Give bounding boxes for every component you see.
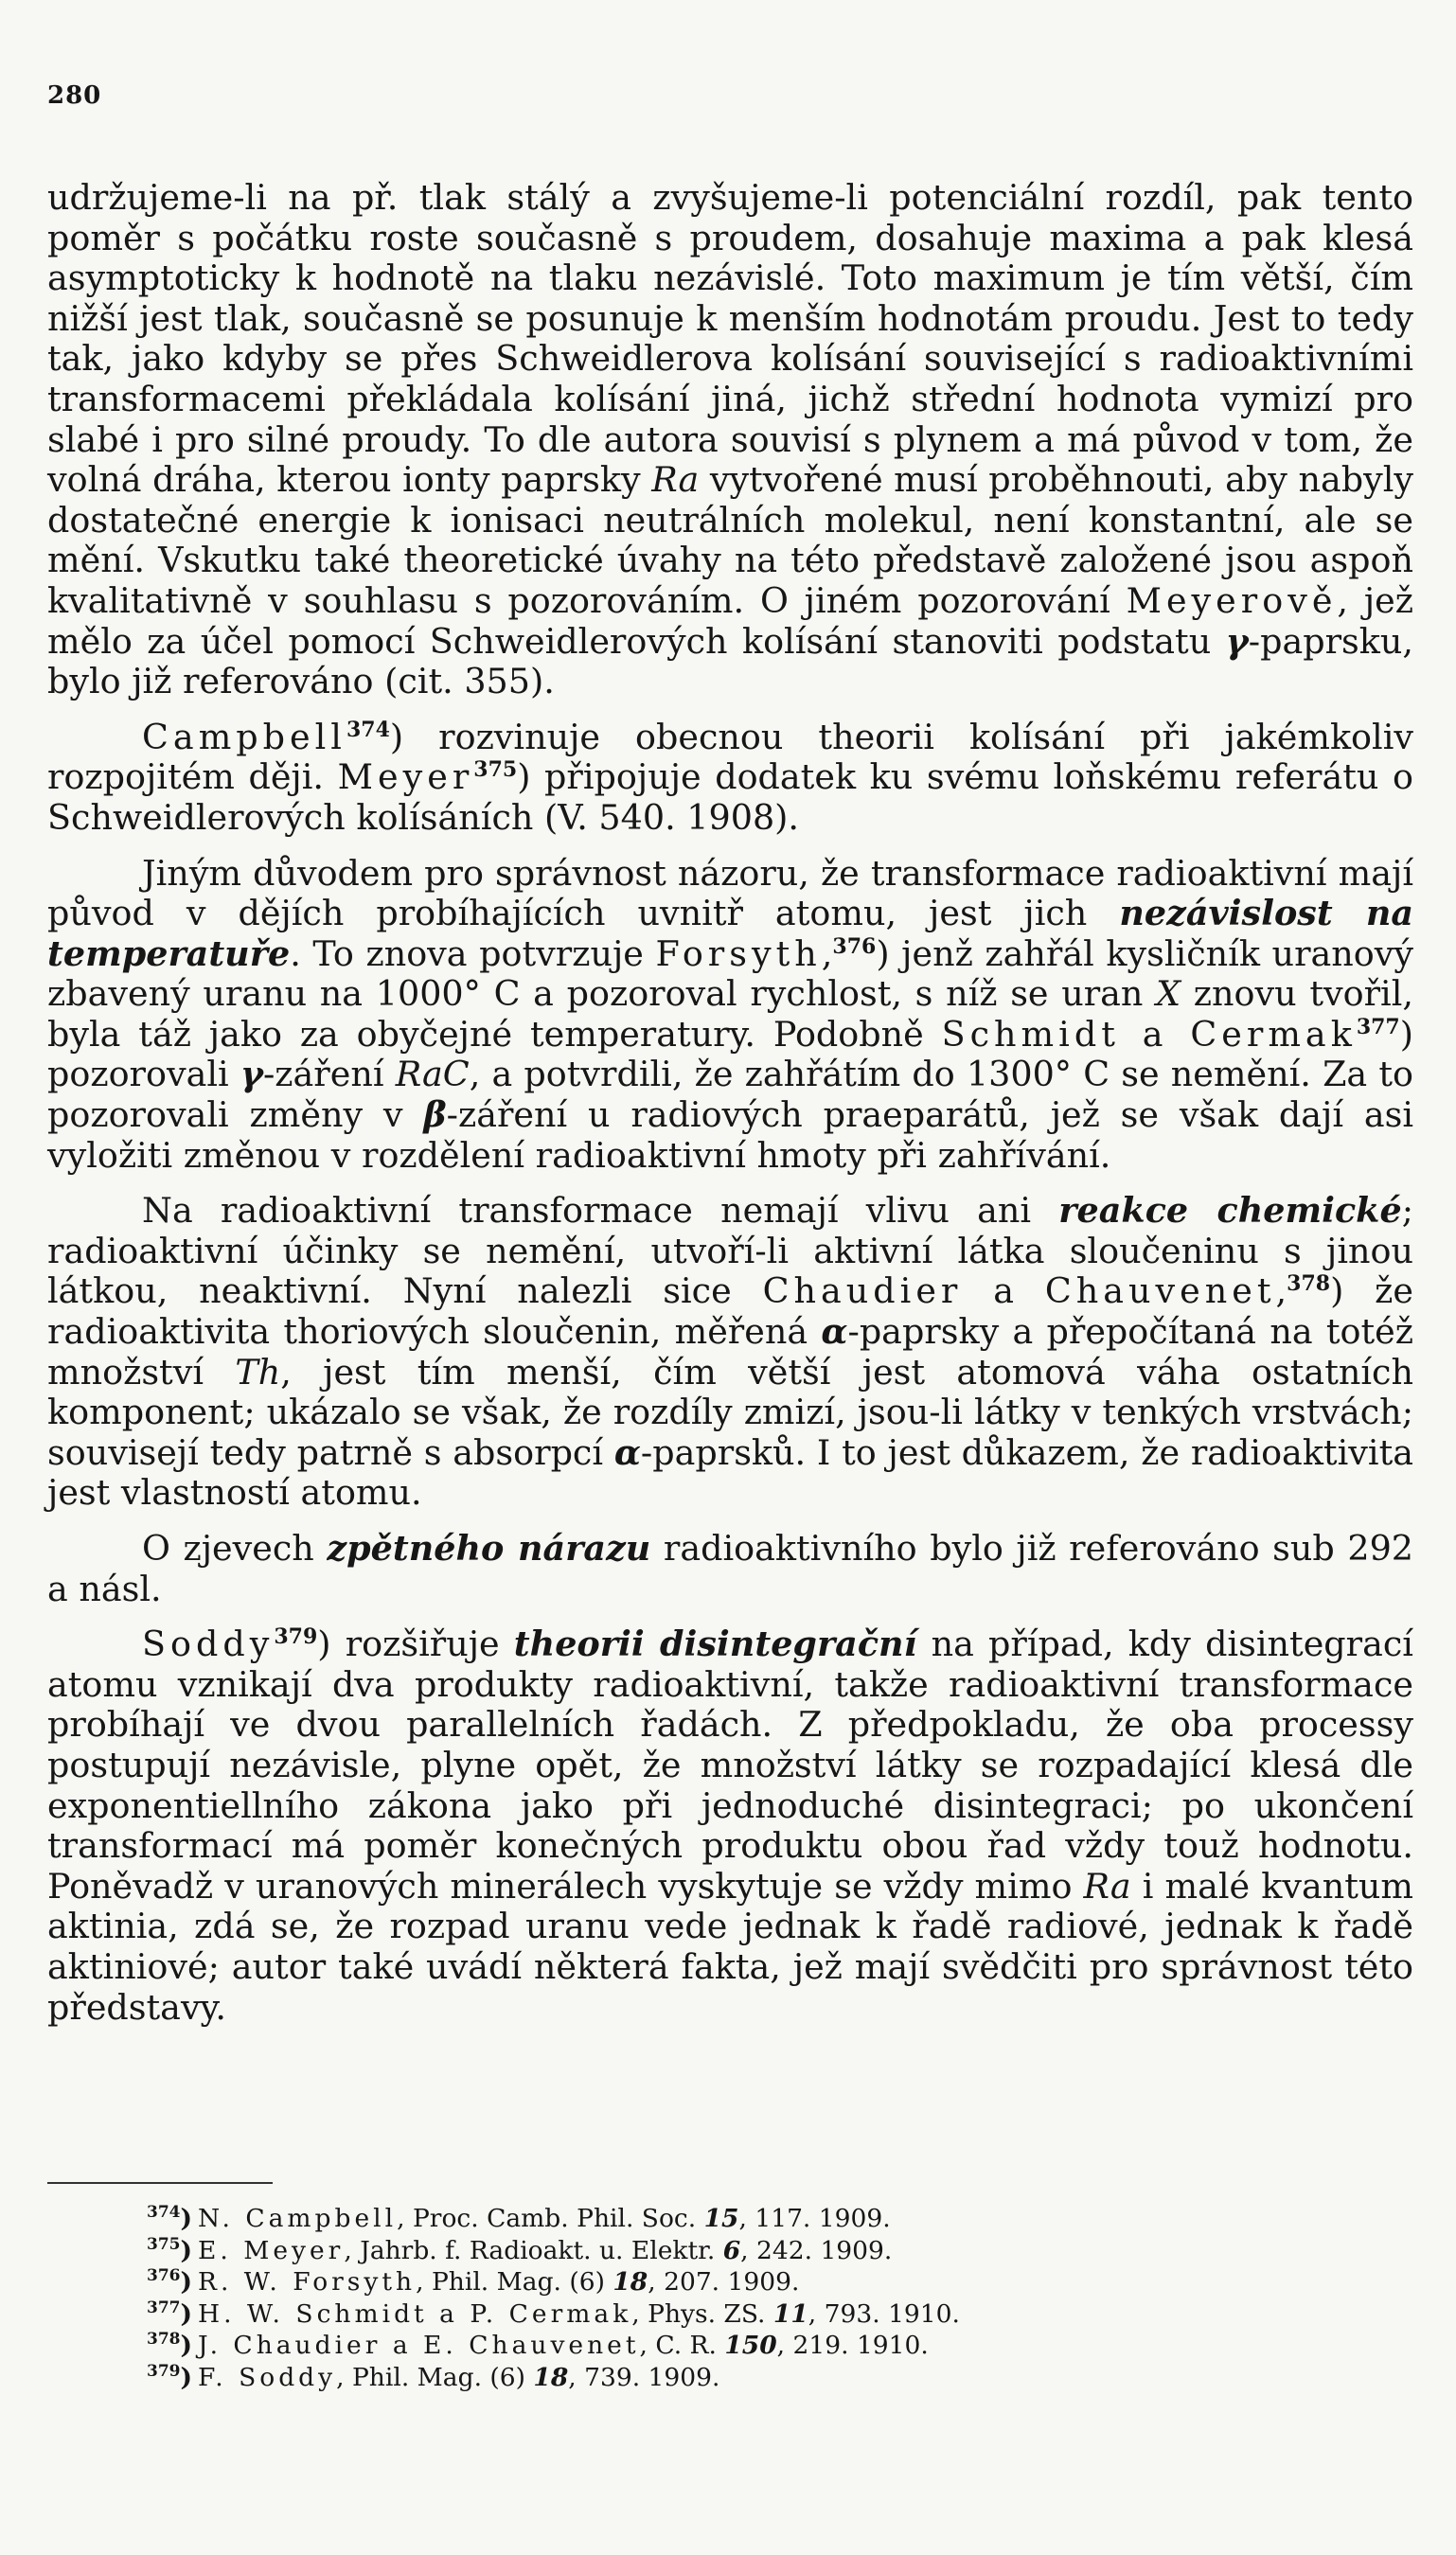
footnote [147,2203,960,2235]
footnote-mark: $^{376}$) [147,2266,193,2298]
author-name: Chauvenet [1044,1270,1276,1312]
text-run: , jež mělo za účel pomocí Schweidlerových kolísání stanoviti podstatu [47,579,1413,662]
footnote-mark: $^{377}$) [147,2298,193,2329]
footnote-pages-year: , 242. 1909. [740,2235,893,2265]
text-run: -paprsků. I to jest důkazem, že radioaktivita jest vlastností atomu. [47,1431,1413,1514]
footnote-source: , Jahrb. f. Radioakt. u. Elektr. [344,2235,723,2265]
footnote-author: E. Meyer [198,2235,345,2265]
footnote-volume: 11 [772,2298,808,2329]
text-run: , [821,932,833,974]
emphasis-text: γ [1225,620,1249,662]
text-run: a [962,1270,1045,1312]
footnote-number: 378 [147,2330,181,2350]
text-run: , [1275,1270,1287,1312]
text-run: Jiným důvodem pro správnost názoru, že transformace radioaktivní mají původ v dějích probíhajících uvnitř atomu, jest jich [47,852,1413,934]
footnote-mark: $^{374}$) [147,2203,193,2233]
footnote-pages-year: , 207. 1909. [648,2267,800,2298]
footnote [147,2298,960,2331]
paragraph [47,718,1413,839]
text-run: -záření [262,1054,396,1095]
footnote-source: , Phys. ZS. [631,2298,773,2329]
footnote-separator [47,2182,273,2184]
text-run: ) rozvinuje obecnou theorii kolísání při jakémkoliv rozpojitém ději. [47,716,1413,798]
emphasis-text: X [1156,973,1181,1015]
text-run: -záření u radiových praeparátů, jež se však dají asi vyložiti změnou v rozdělení radioaktivní hmoty při zahřívání. [47,1094,1413,1176]
text-run: ; radioaktivní účinky se nemění, utvoří-li aktivní látka sloučeninu s jinou látkou, neaktivní. Nyní nalezli sice [47,1190,1413,1312]
footnote-volume: 18 [533,2362,569,2392]
footnote-pages-year: , 739. 1909. [568,2362,720,2392]
footnote-author: J. Chaudier a E. Chauvenet [198,2331,640,2361]
author-name: Forsyth [655,932,822,974]
emphasis-text: α [613,1431,641,1473]
text-run: ) že radioaktivita thoriových sloučenin, měřená [47,1270,1413,1353]
footnote-mark: $^{378}$) [147,2330,193,2361]
author-name: Soddy [142,1623,275,1665]
paragraph [47,1529,1413,1609]
text-run: Na radioaktivní transformace nemají vlivu ani [142,1190,1059,1232]
text-run: ) jenž zahřál kysličník uranový zbavený uranu na 1000° C a pozoroval rychlost, s níž se uran [47,932,1413,1015]
footnote-author: F. Soddy [198,2362,337,2392]
footnote-number: 374 [147,2203,181,2223]
footnote-author: N. Campbell [198,2204,398,2233]
author-name: Campbell [142,716,346,757]
author-name: Meyer [337,756,474,798]
paragraph [47,178,1413,702]
text-run: vytvořené musí proběhnouti, aby nabyly dostatečné energie k ionisaci neutrálních molekul, není konstantní, ale se mění. Vskutku také theoretické úvahy na této představě založené jsou aspoň kvalitativně v souhlasu s pozorováním. O jiném pozorování [47,459,1413,621]
footnote-source: , Phil. Mag. (6) [336,2362,534,2392]
footnote-source: , Proc. Camb. Phil. Soc. [397,2204,704,2233]
footnote-author: H. W. Schmidt a P. Cermak [198,2298,632,2329]
body-text [47,178,1413,2028]
footnote-pages-year: , 793. 1910. [808,2298,960,2329]
footnote-author: R. W. Forsyth [198,2267,417,2298]
emphasis-text: zpětného nárazu [327,1528,651,1569]
text-run: . To znova potvrzuje [290,932,656,974]
footnote-source: , C. R. [639,2331,725,2361]
footnote-reference: 377 [1356,1014,1400,1039]
emphasis-text: Th [235,1351,281,1393]
text-run: O zjevech [142,1528,328,1569]
text-run: udržujeme-li na př. tlak stálý a zvyšujeme-li potenciální rozdíl, pak tento poměr s počátku roste současně s proudem, dosahuje maxima a pak klesá asymptoticky k hodnotě na tlaku nezávislé. Toto maximum je tím větší, čím nižší jest tlak, současně se posunuje k menším hodnotám proudu. Jest to tedy tak, jako kdyby se přes Schweidlerova kolísání související s radioaktivními transformacemi překládala kolísání jiná, jichž střední hodnota vymizí pro slabé i pro silné proudy. To dle autora souvisí s plynem a má původ v tom, že volná dráha, kterou ionty paprsky [47,177,1413,501]
emphasis-text: α [821,1311,848,1353]
emphasis-text: RaC [395,1054,470,1095]
footnote-number: 375 [147,2234,181,2254]
page-number: 280 [47,81,102,110]
emphasis-text: β [423,1094,447,1136]
text-run: i malé kvantum aktinia, zdá se, že rozpad uranu vede jednak k řadě radiové, jednak k řadě aktiniové; autor také uvádí některá fakta, jež mají svědčiti pro správnost této představy. [47,1865,1414,2028]
footnote-volume: 15 [703,2204,739,2233]
footnote-source: , Phil. Mag. (6) [416,2267,613,2298]
emphasis-text: Ra [651,459,700,501]
text-run: radioaktivního bylo již referováno sub 292 a násl. [47,1528,1414,1609]
emphasis-text: theorii disintegrační [513,1623,917,1665]
footnote-number: 377 [147,2298,181,2317]
footnotes [147,2203,960,2394]
footnote-reference: 379 [274,1624,318,1650]
footnote-mark: $^{375}$) [147,2234,193,2265]
footnote-reference: 376 [832,933,877,959]
footnote-number: 376 [147,2266,181,2286]
footnote-volume: 150 [724,2331,777,2361]
footnote-reference: 374 [346,717,390,742]
text-run: , jest tím menší, čím větší jest atomová váha ostatních komponent; ukázalo se však, že rozdíly zmizí, jsou-li látky v tenkých vrstvách; souvisejí tedy patrně s absorpcí [47,1351,1413,1473]
paragraph [47,1624,1413,2028]
footnote [147,2330,960,2362]
footnote-number: 379 [147,2362,181,2382]
footnote-mark: $^{379}$) [147,2362,193,2392]
footnote-reference: 378 [1287,1271,1331,1297]
footnote [147,2266,960,2298]
paragraph [47,854,1413,1177]
footnote-pages-year: , 219. 1910. [776,2331,929,2361]
paragraph [47,1191,1413,1514]
text-run: -paprsku, bylo již referováno (cit. 355). [47,620,1413,702]
text-run: , a potvrdili, že zahřátím do 1300° C se nemění. Za to pozorovali změny v [47,1054,1413,1136]
text-run: ) připojuje dodatek ku svému loňskému referátu o Schweidlerových kolísáních (V. 540. 1908). [47,756,1413,838]
text-run: ) pozorovali [47,1013,1413,1095]
footnote-volume: 18 [613,2267,648,2298]
footnote-pages-year: , 117. 1909. [738,2204,891,2233]
text-run: znovu tvořil, byla táž jako za obyčejné temperatury. Podobně [47,973,1413,1055]
text-run: na případ, kdy disintegrací atomu vznikají dva produkty radioaktivní, takže radioaktivní transformace probíhají ve dvou parallelních řadách. Z předpokladu, že oba processy postupují nezávisle, plyne opět, že množství látky se rozpadající klesá dle exponentiellního zákona jako při jednoduché disintegraci; po ukončení transformací má poměr konečných produktu obou řad vždy touž hodnotu. Poněvadž v uranových minerálech vyskytuje se vždy mimo [47,1623,1413,1907]
author-name: Meyerově [1126,579,1338,621]
footnote [147,2362,960,2394]
text-run: ) rozšiřuje [317,1623,514,1665]
footnote-reference: 375 [473,757,518,783]
emphasis-text: γ [240,1054,263,1095]
author-name: Schmidt a Cermak [941,1013,1357,1055]
emphasis-text: reakce chemické [1058,1190,1402,1232]
text-run: -paprsky a přepočítaná na totéž množství [47,1311,1413,1393]
emphasis-text: nezávislost na temperatuře [47,893,1414,974]
footnote [147,2235,960,2267]
author-name: Chaudier [762,1270,963,1312]
footnote-volume: 6 [722,2235,741,2265]
emphasis-text: Ra [1083,1865,1131,1907]
